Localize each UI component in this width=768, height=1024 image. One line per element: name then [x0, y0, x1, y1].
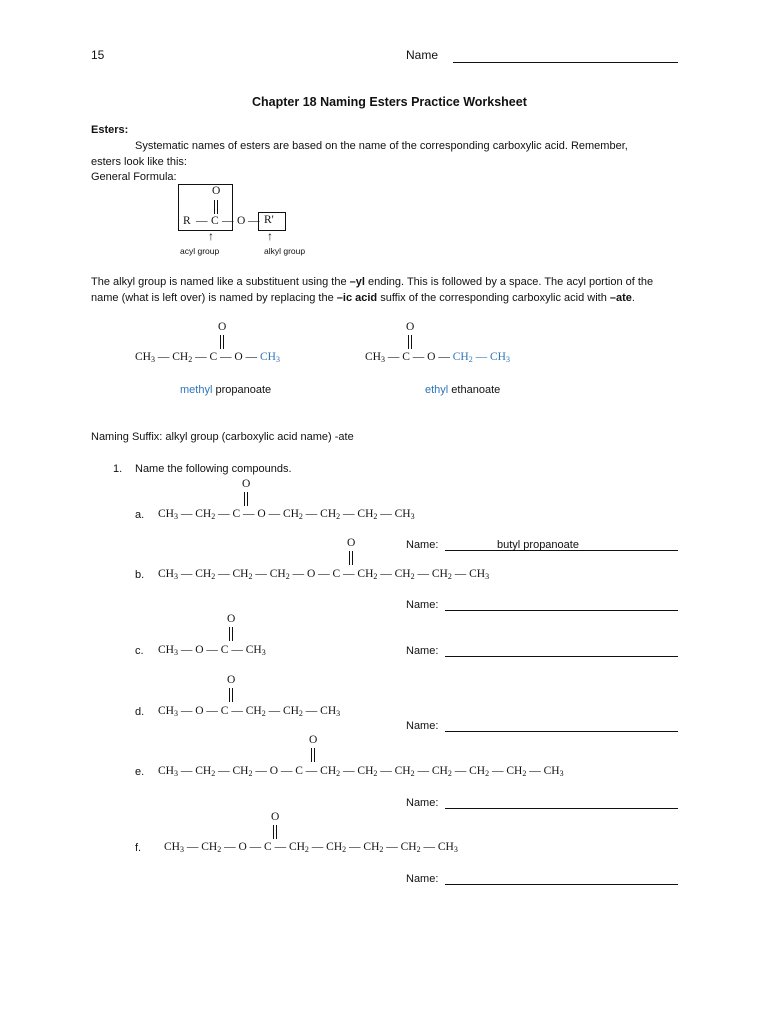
answer-label: Name:	[406, 539, 439, 551]
example-name-1: methyl propanoate	[180, 384, 272, 396]
r-prime-group: R'	[264, 214, 274, 226]
answer-value-a: butyl propanoate	[497, 539, 579, 551]
answer-field-c[interactable]	[445, 656, 678, 657]
name-label: Name	[406, 48, 439, 62]
answer-label: Name:	[406, 797, 439, 809]
answer-label: Name:	[406, 873, 439, 885]
page-title: Chapter 18 Naming Esters Practice Worksheet	[252, 95, 527, 109]
alkyl-label: alkyl group	[264, 246, 306, 256]
question-number: 1.	[113, 463, 123, 475]
arrow-up-icon: ↑	[267, 229, 273, 243]
rule-line-1: The alkyl group is named like a substituent using the –yl ending. This is followed by a space. The acyl portion of the	[91, 276, 654, 288]
section-label: Esters:	[91, 124, 129, 136]
answer-field-e[interactable]	[445, 808, 678, 809]
name-field[interactable]	[453, 62, 678, 63]
intro-text-1: Systematic names of esters are based on the name of the corresponding carboxylic acid. Remember,	[135, 140, 628, 152]
answer-field-d[interactable]	[445, 731, 678, 732]
naming-suffix: Naming Suffix: alkyl group (carboxylic acid name) -ate	[91, 431, 354, 443]
answer-field-f[interactable]	[445, 884, 678, 885]
bond-dash: —	[196, 215, 208, 227]
page-number: 15	[91, 48, 105, 62]
intro-text-2: esters look like this:	[91, 156, 187, 168]
carbon-atom: C	[211, 215, 219, 227]
answer-label: Name:	[406, 599, 439, 611]
answer-field-b[interactable]	[445, 610, 678, 611]
answer-label: Name:	[406, 720, 439, 732]
carbonyl-oxygen: O	[212, 185, 221, 197]
bond-dash: —	[248, 215, 260, 227]
example-name-2: ethyl ethanoate	[425, 384, 501, 396]
arrow-up-icon: ↑	[208, 229, 214, 243]
acyl-label: acyl group	[180, 246, 220, 256]
ester-oxygen: O	[237, 215, 246, 227]
double-bond	[214, 200, 218, 214]
formula-label: General Formula:	[91, 171, 177, 183]
question-text: Name the following compounds.	[135, 463, 292, 475]
rule-line-2: name (what is left over) is named by replacing the –ic acid suffix of the corresponding carboxylic acid with –ate.	[91, 292, 635, 304]
bond-dash: —	[222, 215, 234, 227]
answer-label: Name:	[406, 645, 439, 657]
r-group: R	[183, 215, 191, 227]
